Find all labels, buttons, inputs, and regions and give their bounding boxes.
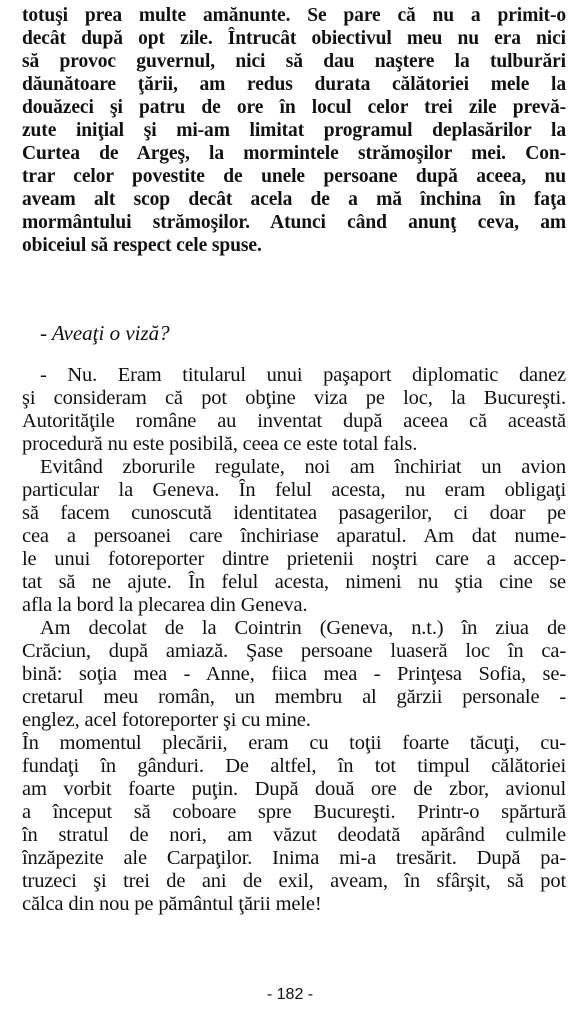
text-line: şi consideram că pot obţine viza pe loc, la Bucureşti. [22,387,566,409]
text-line: cea a persoanei care închiriase aparatul. Am dat nume- [22,525,566,547]
text-line: mormântului strămoşilor. Atunci când anunţ ceva, am [22,212,566,233]
text-line: zute iniţial şi mi-am limitat programul deplasărilor la [22,120,566,141]
page-number: - 182 - [266,986,314,1003]
text-line: fundaţi în gânduri. De altfel, în tot timpul călătoriei [22,755,566,777]
text-line: englez, acel fotoreporter şi cu mine. [22,709,311,731]
text-line: tat să ne ajute. În felul acesta, nimeni nu ştia cine se [22,571,566,593]
text-line: trar celor povestite de unele persoane după aceea, nu [22,166,566,187]
text-line: decât după opt zile. Întrucât obiectivul meu nu era nici [22,28,566,49]
text-line: afla la bord la plecarea din Geneva. [22,594,308,616]
interview-question: - Aveaţi o viză? [40,321,170,345]
text-line: Am decolat de la Cointrin (Geneva, n.t.) în ziua de [40,617,566,639]
text-line: bină: soţia mea - Anne, fiica mea - Prinţesa Sofia, se- [22,663,566,685]
text-line: particular la Geneva. În felul acesta, nu eram obligaţi [22,479,566,501]
text-line: să facem cunoscută identitatea pasagerilor, ci doar pe [22,502,566,524]
answer-paragraph-4 [22,732,566,916]
answer-paragraph-3 [22,617,566,732]
text-line: Crăciun, după amiază. Şase persoane luaseră loc în ca- [22,640,566,662]
text-line: dăunătoare ţării, am redus durata călătoriei mele la [22,74,566,95]
answer-continuation [22,4,566,257]
text-line: să provoc guvernul, nici să dau naştere la tulburări [22,51,566,72]
text-line: aveam alt scop decât acela de a mă închina în faţa [22,189,566,210]
text-line: procedură nu este posibilă, ceea ce este total fals. [22,433,418,455]
text-line: înzăpezite ale Carpaţilor. Inima mi-a tresărit. După pa- [22,847,566,869]
text-line: - Nu. Eram titularul unui paşaport diplomatic danez [40,364,566,386]
text-line: totuşi prea multe amănunte. Se pare că nu a primit-o [22,5,566,26]
text-line: le unui fotoreporter dintre prietenii noştri care a accep- [22,548,566,570]
text-line: în stratul de nori, am văzut deodată apărând culmile [22,824,566,846]
text-line: am vorbit foarte puţin. După două ore de zbor, avionul [22,778,566,800]
text-line: Autorităţile române au inventat după aceea că această [22,410,566,432]
text-line: Curtea de Argeş, la mormintele strămoşilor mei. Con- [22,143,566,164]
text-line: În momentul plecării, eram cu toţii foarte tăcuţi, cu- [22,732,566,754]
text-line: truzeci şi trei de ani de exil, aveam, în sfârşit, să pot [22,870,566,892]
text-line: douăzeci şi patru de ore în locul celor trei zile prevă- [22,97,566,118]
text-line: Evitând zborurile regulate, noi am închiriat un avion [40,456,566,478]
text-line: cretarul meu român, un membru al gărzii personale - [22,686,566,708]
text-line: obiceiul să respect cele spuse. [22,235,262,256]
text-line: călca din nou pe pământul ţării mele! [22,893,322,915]
answer-paragraph-1 [22,364,566,456]
answer-paragraph-2 [22,456,566,617]
text-line: a început să coboare spre Bucureşti. Printr-o spărtură [22,801,566,823]
